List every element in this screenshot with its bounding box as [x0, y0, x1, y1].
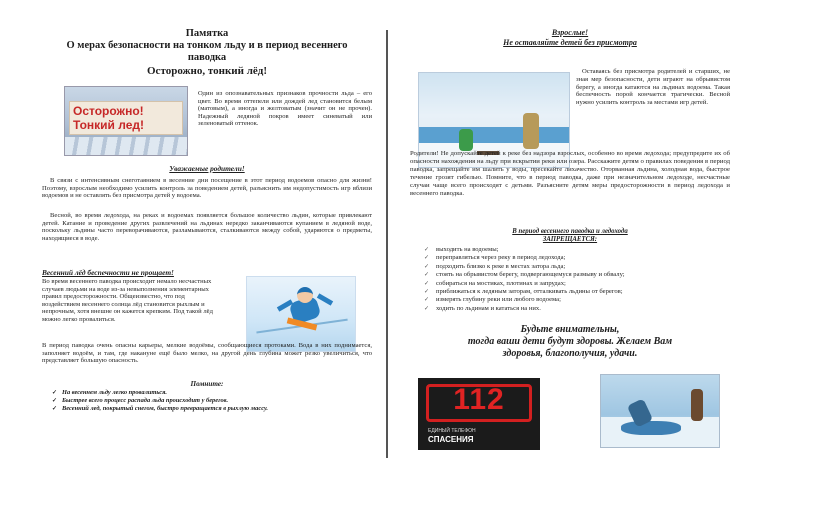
supervision-heading: Не оставляйте детей без присмотра [503, 38, 637, 47]
remember-item: ✓ На весеннем льду легко провалиться. [62, 389, 372, 397]
wish-line-1: Будьте внимательны, [520, 324, 620, 335]
forbidden-item: ✓ стоять на обрывистом берегу, подвергающемуся размыву и обвалу; [424, 271, 730, 279]
title-subtitle: Осторожно, тонкий лёд! [147, 65, 267, 77]
remember-item: ✓ Быстрее всего процесс распада льда происходит у берегов. [62, 397, 372, 405]
flood-period-heading: В период весеннего паводка и ледохода [512, 228, 628, 235]
forbidden-item: ✓ ходить по льдинам и кататься на них. [424, 305, 730, 313]
forbidden-list [424, 246, 730, 313]
forbidden-item: ✓ собираться на мостиках, плотинах и запрудах; [424, 280, 730, 288]
title-line-1: Памятка [185, 28, 229, 39]
parents-paragraph-1: В связи с интенсивным снеготаянием в весенние дни посещение в этот период водоемов опасно для жизни! Поэтому, взрослым необходимо усилить контроль за поведением детей, разъяснить им недопустимость игр вблизи водоемов и не оставлять без присмотра детей у водоема. [42, 177, 372, 200]
forbidden-heading-block [410, 228, 730, 244]
remember-heading: Помните: [190, 380, 224, 388]
forbidden-item: ✓ выходить на водоемы; [424, 246, 730, 254]
left-column [42, 28, 372, 412]
person-falling-through-ice-image [600, 374, 720, 448]
thin-ice-warning-image [64, 86, 188, 156]
remember-list [42, 389, 372, 413]
adults-heading-block [410, 28, 730, 47]
boy-falling-on-ice-image [246, 276, 356, 352]
adults-heading: Взрослые! [551, 28, 589, 37]
logo-caption-1: ЕДИНЫЙ ТЕЛЕФОН [428, 428, 476, 434]
child-figure [459, 129, 473, 151]
wish-line-2: тогда ваши дети будут здоровы. Желаем Вам [467, 336, 673, 347]
logo-number: 112 [453, 383, 505, 416]
forbidden-item: ✓ подходить близко к реке в местах затора льда; [424, 263, 730, 271]
warning-text-2: Тонкий лед! [73, 118, 144, 132]
spring-ice-heading: Весенний лёд беспечности не прощает! [42, 268, 174, 277]
parents-warning-paragraph: Родители! Не допускайте детей к реке без надзора взрослых, особенно во время ледохода; предупредите их об опасности нахождения на льду при вскрытии реки или озера. Расскажите детям о правилах поведения в период паводка, запрещайте им шалить у воды, пресекайте лихачество. Оторванная льдина, холодная вода, быстрое течение грозят гибелью. Помните, что в период паводка, даже при незначительном ледоходе, несчастные случаи чаще всего происходят с детьми. Разъясните детям меры предосторожности в период ледохода и весеннего паводка. [410, 150, 730, 197]
unsupervised-children-paragraph: Оставаясь без присмотра родителей и старших, не зная мер безопасности, дети играют на обрывистом берегу, а иногда катаются на льдинах водоема. Такая беспечность порой кончается трагически. Весной нужно усилить контроль за местами игр детей. [576, 68, 730, 107]
ice-surface [65, 137, 187, 155]
forbidden-item: ✓ переправляться через реку в период ледохода; [424, 254, 730, 262]
warning-text-1: Осторожно! [73, 104, 144, 118]
boy-head [297, 287, 313, 303]
spring-ice-paragraph: Во время весеннего паводка происходит немало несчастных случаев людьми на воде из-за невыполнения элементарных правил предосторожности. Общеизвестно, что под воздействием весеннего солнца лёд становится рыхлым и непрочным, хотя внешне он кажется крепким. Под такой лёд можно легко провалиться. [42, 278, 213, 323]
forbidden-item: ✓ приближаться к ледяным заторам, отталкивать льдины от берегов; [424, 288, 730, 296]
parents-paragraph-2: Весной, во время ледохода, на реках и водоемах появляется большое количество льдин, которые привлекают детей. Катание и проведение других развлечений на льдинах нередко заканчиваются купанием в ледяной воде, поскольку льдины часто переворачиваются, разламываются, сталкиваются между собой, ударяются о предметы, находящиеся в воде. [42, 212, 372, 242]
title-line-3: паводка [187, 52, 227, 63]
ice-hole [621, 421, 681, 435]
remember-section [42, 380, 372, 413]
standing-person [691, 389, 703, 421]
wish-line-3: здоровья, благополучия, удачи. [502, 348, 638, 359]
remember-item: ✓ Весенний лед, покрытый снегом, быстро превращается в рыхлую массу. [62, 405, 372, 413]
boy-arm [317, 293, 333, 305]
leaflet-title [42, 28, 372, 77]
parents-heading: Уважаемые родители! [169, 164, 245, 173]
title-line-2: О мерах безопасности на тонком льду и в период весеннего [66, 40, 348, 51]
forbidden-item: ✓ измерять глубину реки или любого водоема; [424, 296, 730, 304]
forbidden-heading: ЗАПРЕЩАЕТСЯ: [542, 236, 598, 243]
child-figure [523, 113, 539, 149]
ice-color-intro: Один из опознавательных признаков прочности льда – его цвет. Во время оттепели или дождей лед становится белым (матовым), а иногда и желтоватым (значит он не прочен). Надежный ледяной покров имеет синеватый или зеленоватый оттенок. [198, 90, 372, 128]
flood-danger-paragraph: В период паводка очень опасны карьеры, мелкие водоёмы, сообщающиеся протоками. Вода в них поднимается, заполняет водоём, и там, где накануне ещё было мелко, на другой день глубина может резко увеличиться, что представляет большую опасность. [42, 342, 372, 365]
logo-caption-2: СПАСЕНИЯ [428, 435, 474, 444]
column-divider [386, 30, 388, 458]
emergency-112-logo [418, 378, 540, 450]
closing-wish [410, 324, 730, 360]
